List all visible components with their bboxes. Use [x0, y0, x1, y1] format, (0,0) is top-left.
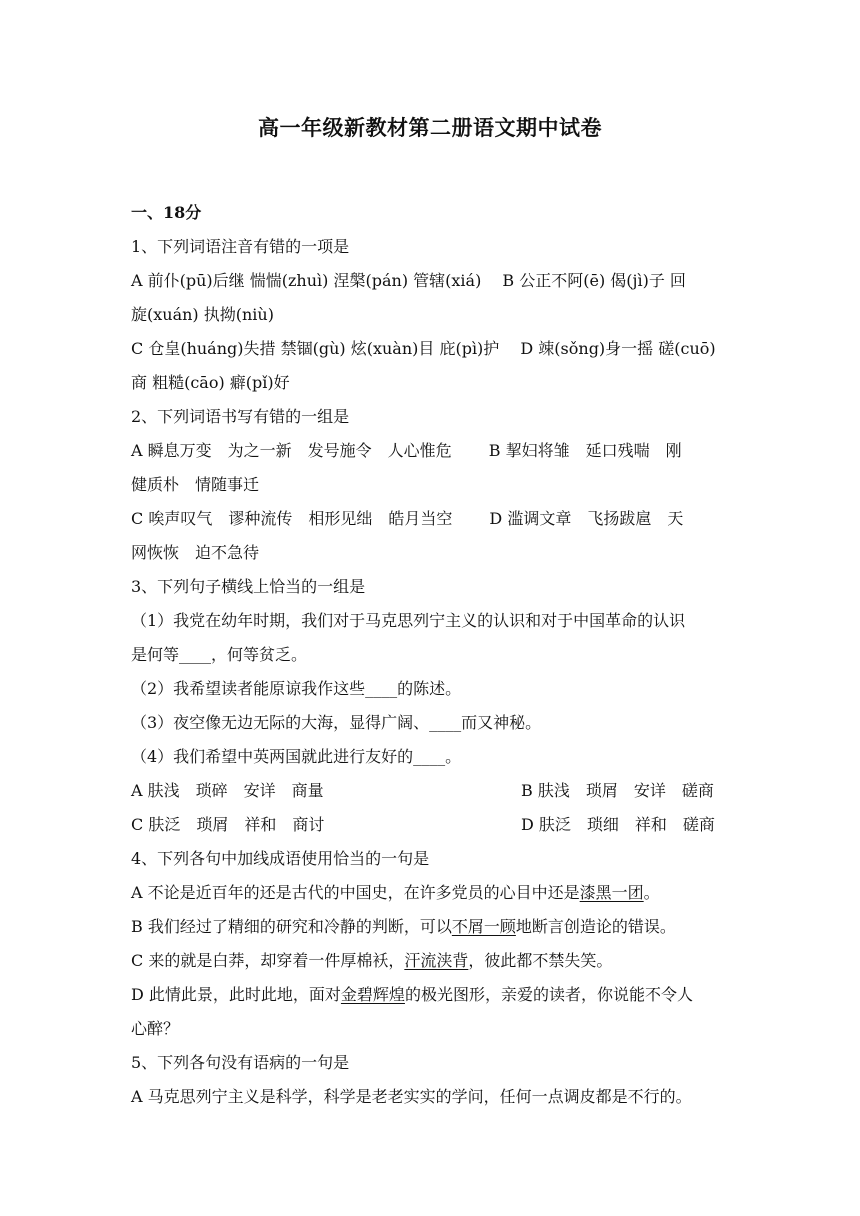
question-3-sentence-3: （3）夜空像无边无际的大海，显得广阔、____而又神秘。: [131, 713, 542, 732]
section-heading: 一、18分: [131, 203, 202, 222]
question-4-option-a: [131, 876, 729, 910]
question-5-option-a: A 马克思列宁主义是科学，科学是老老实实的学问，任何一点调皮都是不行的。: [131, 1087, 692, 1106]
question-4-option-d-cont: 心醉？: [131, 1019, 180, 1038]
question-3-options-row-2: [131, 808, 729, 842]
option-text: 。: [643, 883, 660, 902]
question-2-stem: 2、下列词语书写有错的一组是: [131, 407, 350, 426]
question-4-option-b: [131, 910, 729, 944]
question-2-options-ab-cont: 健质朴 情随事迁: [131, 475, 260, 494]
option-text: D 此情此景，此时此地，面对: [131, 985, 341, 1004]
question-3-stem: 3、下列句子横线上恰当的一组是: [131, 577, 366, 596]
option-text: C 来的就是白莽，却穿着一件厚棉袄，: [131, 951, 405, 970]
question-3-option-a: A 肤浅 琐碎 安详 商量: [131, 781, 324, 800]
option-text: A 不论是近百年的还是古代的中国史，在许多党员的心目中还是: [131, 883, 580, 902]
question-3-sentence-4: （4）我们希望中英两国就此进行友好的____。: [131, 747, 462, 766]
question-3-option-d: D 肤泛 琐细 祥和 磋商: [521, 815, 715, 834]
question-1-options-ab-cont: 旋(xuán) 执拗(niù): [131, 305, 274, 324]
question-3-sentence-1: （1）我党在幼年时期，我们对于马克思列宁主义的认识和对于中国革命的认识: [131, 611, 686, 630]
question-1-stem: 1、下列词语注音有错的一项是: [131, 237, 350, 256]
option-text: 的极光图形，亲爱的读者，你说能不令人: [404, 985, 693, 1004]
question-4-option-c: [131, 944, 729, 978]
underlined-idiom: 汗流浃背: [404, 951, 469, 970]
option-text: 地断言创造论的错误。: [515, 917, 676, 936]
question-1-options-ab: A 前仆(pū)后继 惴惴(zhuì) 涅槃(pán) 管辖(xiá) B 公正不阿(ē) 偈(jì)子 回: [131, 271, 686, 290]
question-5-stem: 5、下列各句没有语病的一句是: [131, 1053, 350, 1072]
underlined-idiom: 漆黑一团: [579, 883, 644, 902]
question-2-options-cd-cont: 网恢恢 迫不急待: [131, 543, 260, 562]
question-3-option-b: B 肤浅 琐屑 安详 磋商: [521, 781, 714, 800]
question-2-options-ab: A 瞬息万变 为之一新 发号施令 人心惟危 B 挈妇将雏 延口残喘 刚: [131, 441, 682, 460]
question-4-option-d: [131, 978, 729, 1012]
question-3-options-row-1: [131, 774, 729, 808]
option-text: B 我们经过了精细的研究和冷静的判断，可以: [131, 917, 452, 936]
underlined-idiom: 不屑一顾: [451, 917, 516, 936]
question-4-stem: 4、下列各句中加线成语使用恰当的一句是: [131, 849, 430, 868]
question-1-options-cd: C 仓皇(huáng)失措 禁锢(gù) 炫(xuàn)目 庇(pì)护 D 竦(sǒng)身一摇 磋(cuō): [131, 339, 716, 358]
underlined-idiom: 金碧辉煌: [340, 985, 405, 1004]
exam-content: [131, 196, 729, 1114]
question-3-sentence-2: （2）我希望读者能原谅我作这些____的陈述。: [131, 679, 462, 698]
question-3-option-c: C 肤泛 琐屑 祥和 商讨: [131, 815, 325, 834]
option-text: ，彼此都不禁失笑。: [468, 951, 613, 970]
question-2-options-cd: C 唉声叹气 谬种流传 相形见绌 皓月当空 D 滥调文章 飞扬跋扈 天: [131, 509, 684, 528]
page-title: 高一年级新教材第二册语文期中试卷: [258, 115, 602, 140]
question-1-options-cd-cont: 商 粗糙(cāo) 癖(pǐ)好: [131, 373, 290, 392]
question-3-sentence-1-cont: 是何等____，何等贫乏。: [131, 645, 308, 664]
